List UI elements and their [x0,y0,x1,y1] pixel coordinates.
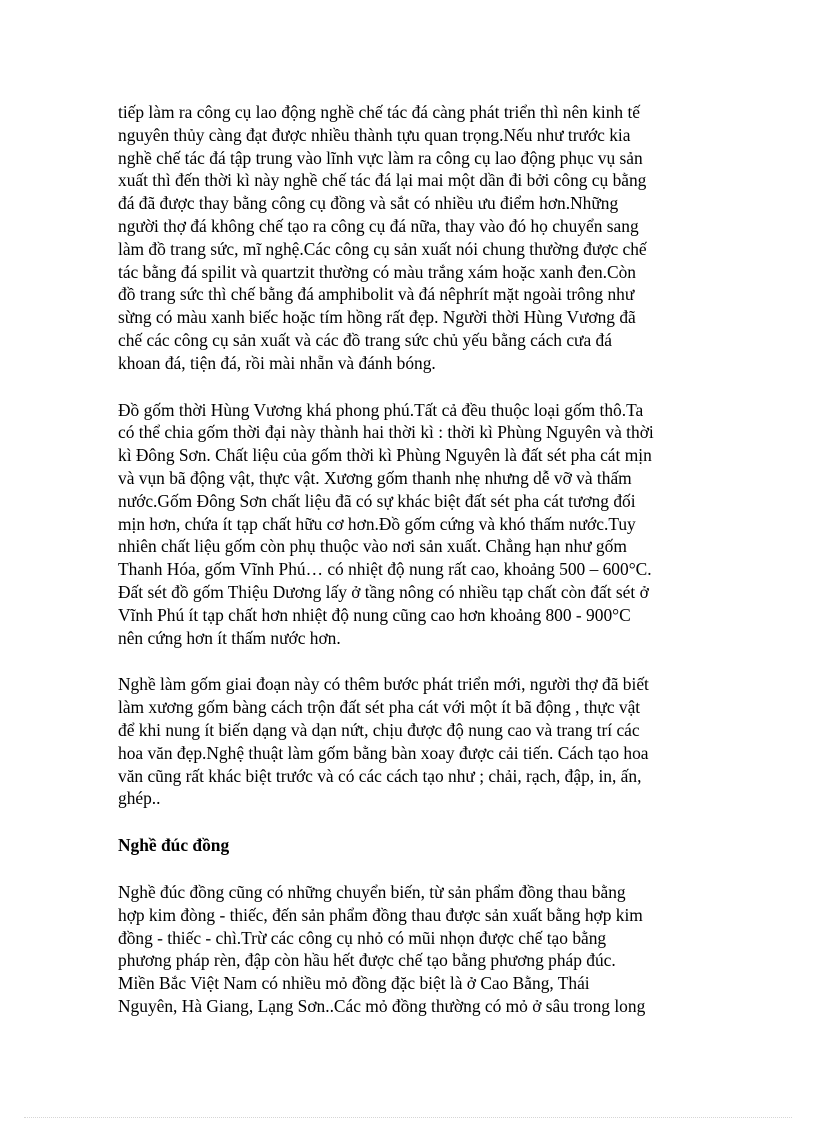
paragraph-pottery-materials: Đồ gốm thời Hùng Vương khá phong phú.Tất cả đều thuộc loại gốm thô.Ta có thể chia gốm thời đại này thành hai thời kì : thời kì Phùng Nguyên và thời kì Đông Sơn. Chất liệu của gốm thời kì Phùng Nguyên là đất sét pha cát mịn và vụn bã động vật, thực vật. Xương gốm thanh nhẹ nhưng dễ vỡ và thấm nước.Gốm Đông Sơn chất liệu đã có sự khác biệt đất sét pha cát tương đối mịn hơn, chứa ít tạp chất hữu cơ hơn.Đồ gốm cứng và khó thấm nước.Tuy nhiên chất liệu gốm còn phụ thuộc vào nơi sản xuất. Chẳng hạn như gốm Thanh Hóa, gốm Vĩnh Phú… có nhiệt độ nung rất cao, khoảng 500 – 600°C. Đất sét đồ gốm Thiệu Dương lấy ở tầng nông có nhiều tạp chất còn đất sét ở Vĩnh Phú ít tạp chất hơn nhiệt độ nung cũng cao hơn khoảng 800 - 900°C nên cứng hơn ít thấm nước hơn. [118,399,654,648]
paragraph-pottery-techniques: Nghề làm gốm giai đoạn này có thêm bước phát triển mới, người thợ đã biết làm xương gốm bàng cách trộn đất sét pha cát với một ít bã động , thực vật để khi nung ít biến dạng và dạn nứt, chịu được độ nung cao và trang trí các hoa văn đẹp.Nghệ thuật làm gốm bằng bàn xoay được cải tiến. Cách tạo hoa văn cũng rất khác biệt trước và có các cách tạo như ; chải, rạch, đập, in, ấn, ghép.. [118,674,649,809]
page-bottom-divider [24,1117,792,1118]
section-heading-bronze-casting: Nghề đúc đồng [118,835,230,856]
paragraph-bronze-casting: Nghề đúc đồng cũng có những chuyển biến, từ sản phẩm đồng thau bằng hợp kim đòng - thiếc, đến sản phẩm đồng thau được sản xuất bằng hợp kim đồng - thiếc - chì.Trừ các công cụ nhỏ có mũi nhọn được chế tạo bằng phương pháp rèn, đập còn hầu hết được chế tạo bằng phương pháp đúc. Miền Bắc Việt Nam có nhiều mỏ đồng đặc biệt là ở Cao Bằng, Thái Nguyên, Hà Giang, Lạng Sơn..Các mỏ đồng thường có mỏ ở sâu trong long [118,881,646,1016]
paragraph-stone-tools: tiếp làm ra công cụ lao động nghề chế tác đá càng phát triển thì nên kinh tế nguyên thủy càng đạt được nhiều thành tựu quan trọng.Nếu như trước kia nghề chế tác đá tập trung vào lĩnh vực làm ra công cụ lao động phục vụ sản xuất thì đến thời kì này nghề chế tác đá lại mai một dần đi bởi công cụ bằng đá đã được thay bằng công cụ đồng và sắt có nhiều ưu điểm hơn.Những người thợ đá không chế tạo ra công cụ đá nữa, thay vào đó họ chuyển sang làm đồ trang sức, mĩ nghệ.Các công cụ sản xuất nói chung thường được chế tác bằng đá spilit và quartzit thường có màu trắng xám hoặc xanh đen.Còn đồ trang sức thì chế bằng đá amphibolit và đá nêphrít mặt ngoài trông như sừng có màu xanh biếc hoặc tím hồng rất đẹp. Người thời Hùng Vương đã chế các công cụ sản xuất và các đồ trang sức chủ yếu bằng cách cưa đá khoan đá, tiện đá, rồi mài nhẵn và đánh bóng. [118,102,647,373]
document-body [118,101,698,1042]
